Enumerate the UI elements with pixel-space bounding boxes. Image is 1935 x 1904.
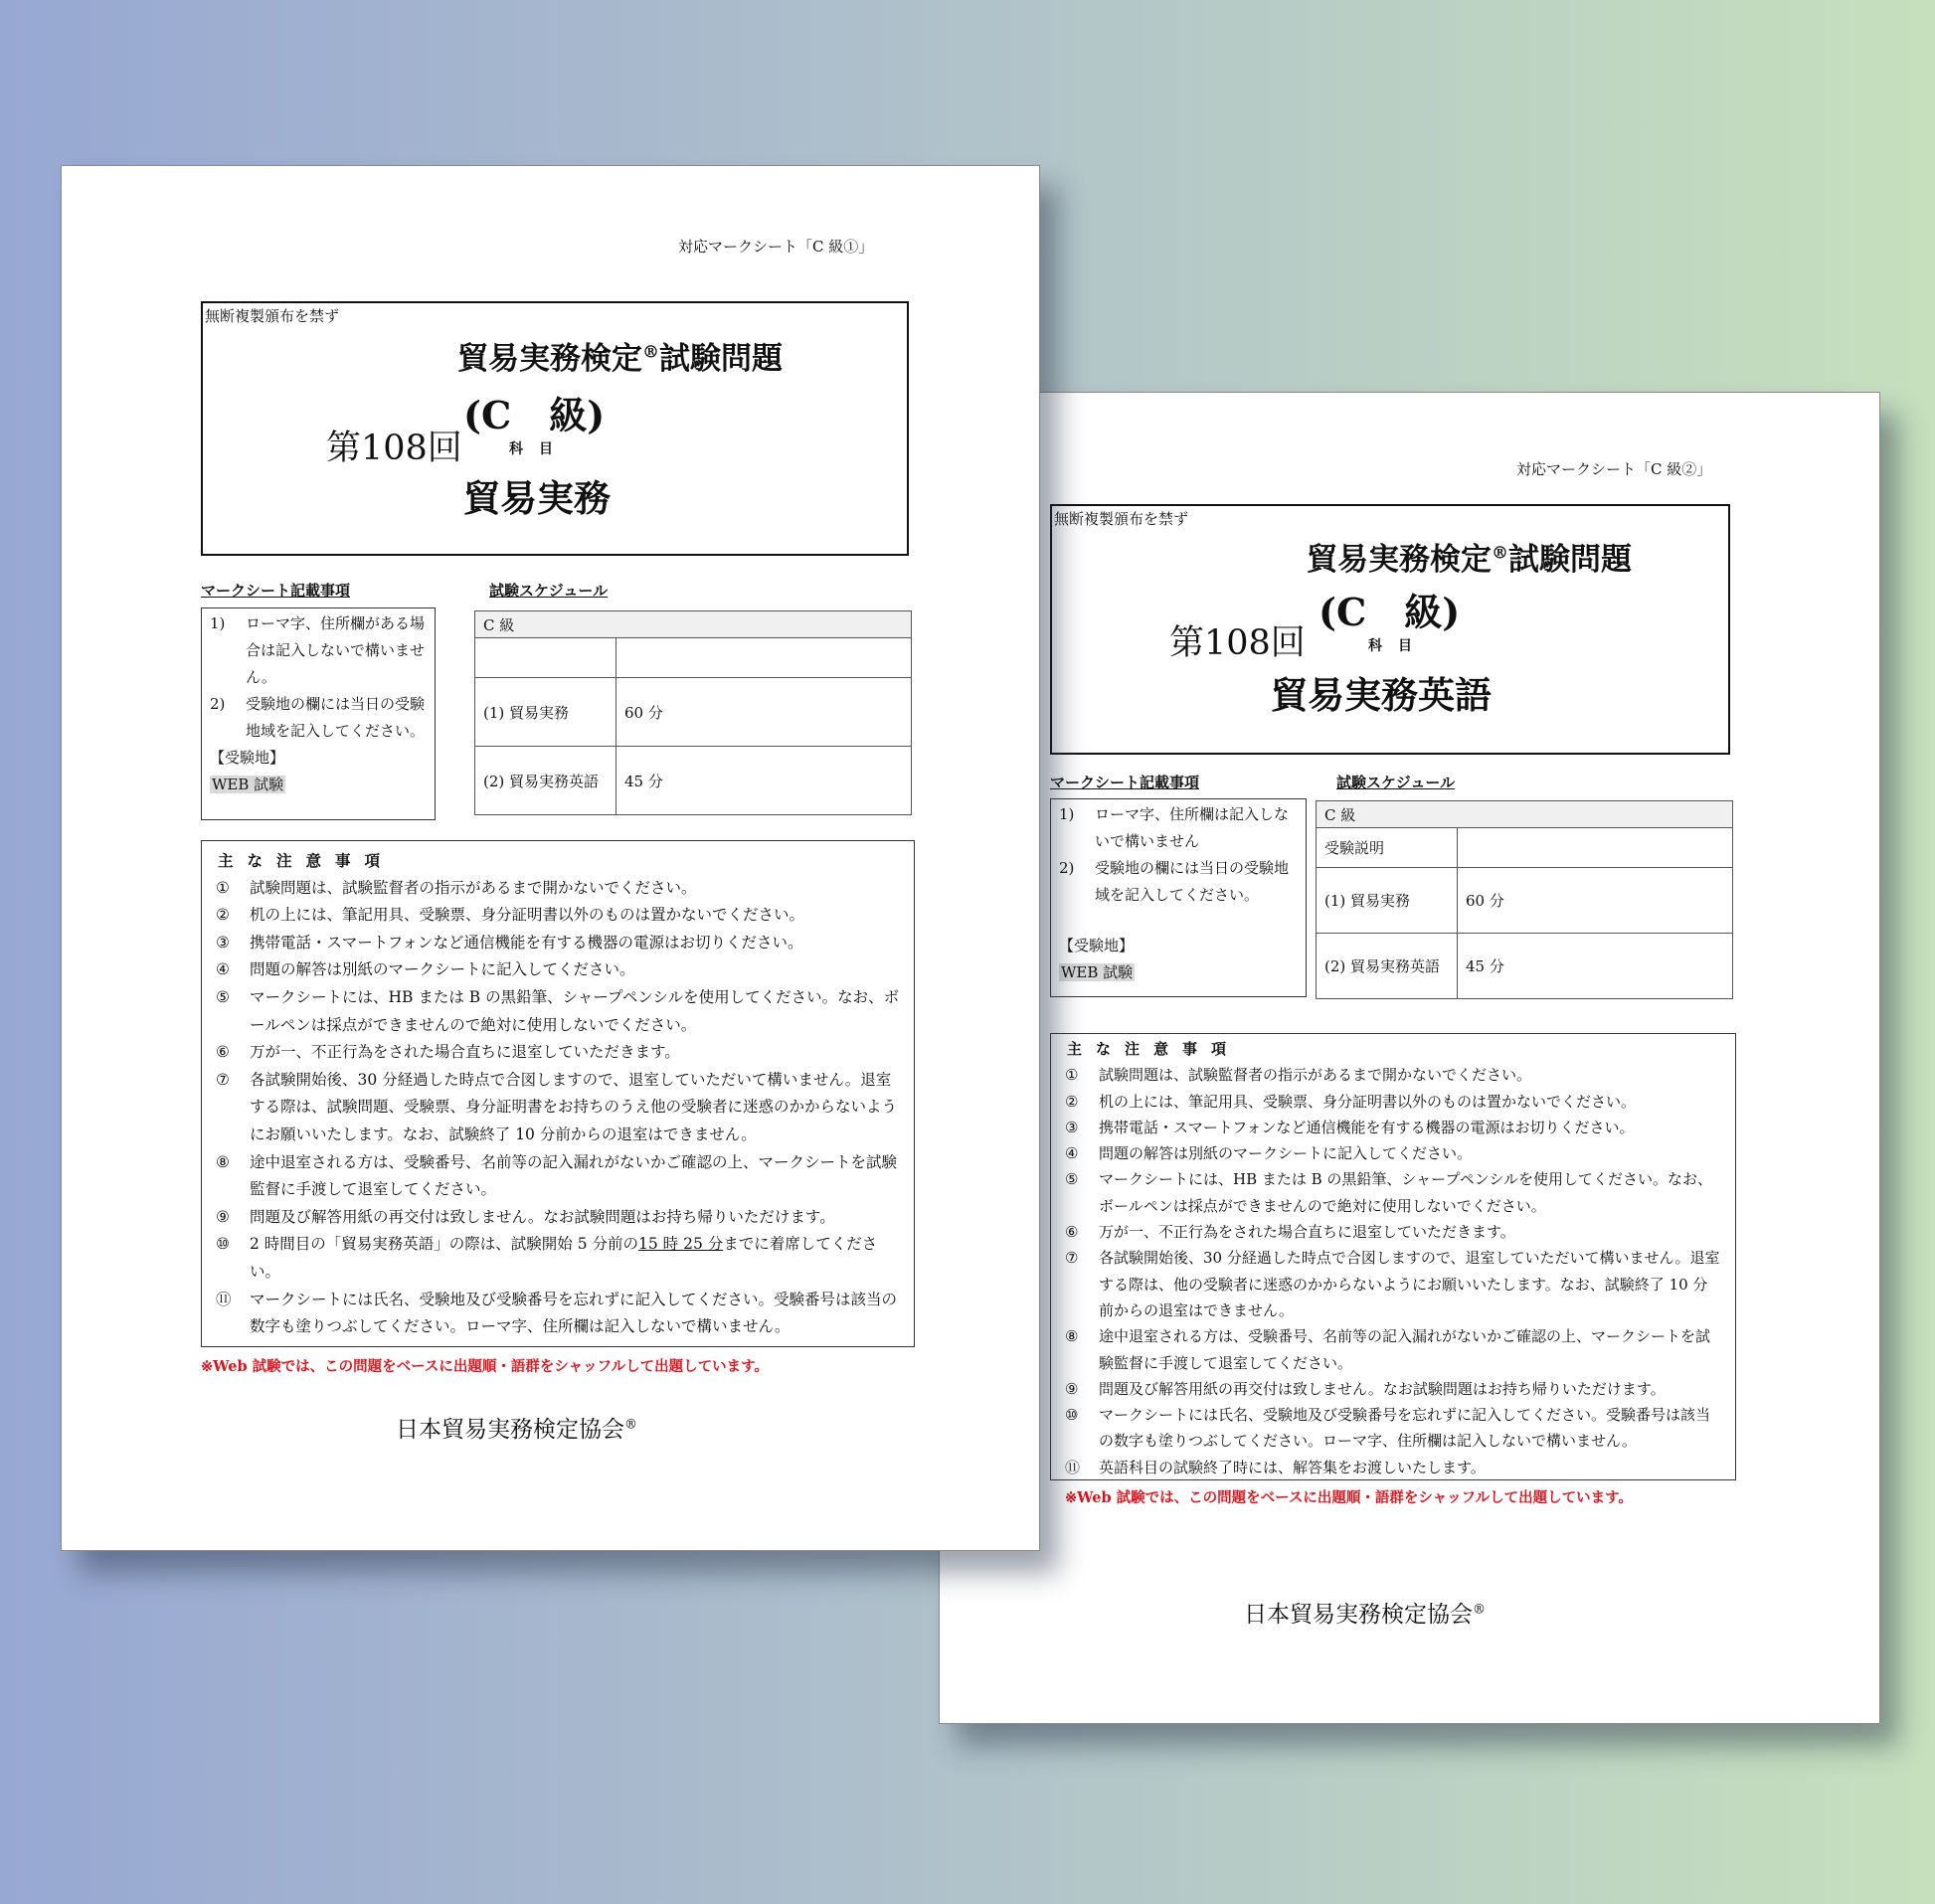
title-box bbox=[201, 301, 909, 556]
table-row bbox=[475, 638, 912, 678]
subject-caption: 科目 bbox=[509, 441, 569, 457]
schedule-grade-header: C 級 bbox=[1317, 801, 1733, 828]
exam-cover-page-2 bbox=[939, 392, 1880, 1724]
list-item: ⑦ 各試験開始後、30 分経過した時点で合図しますので、退室していただいて構いません。退室する際は、他の受験者に迷惑のかからないようにお願いいたします。なお、試験終了 10 分前からの退室はできません。 bbox=[1065, 1249, 1720, 1319]
no-copy-notice: 無断複製頒布を禁ず bbox=[205, 307, 340, 325]
notes-heading: 主な注意事項 bbox=[218, 851, 395, 870]
list-item: 1) ローマ字、住所欄は記入しないで構いません bbox=[1059, 805, 1290, 850]
list-item: ④ 問題の解答は別紙のマークシートに記入してください。 bbox=[216, 960, 635, 979]
main-title: 貿易実務検定®試験問題 bbox=[1307, 542, 1632, 578]
list-item: ② 机の上には、筆記用具、受験票、身分証明書以外のものは置かないでください。 bbox=[1065, 1092, 1637, 1111]
list-item: ① 試験問題は、試験監督者の指示があるまで開かないでください。 bbox=[216, 878, 697, 897]
mark-sheet-instructions bbox=[1050, 798, 1307, 997]
notes-box bbox=[201, 840, 915, 1347]
list-item: ③ 携帯電話・スマートフォンなど通信機能を有する機器の電源はお切りください。 bbox=[1065, 1118, 1635, 1136]
list-item: ⑦ 各試験開始後、30 分経過した時点で合図しますので、退室していただいて構いません。退室する際は、試験問題、受験票、身分証明書をお持ちのうえ他の受験者に迷惑のかからないようにお願いいたします。なお、試験終了 10 分前からの退室はできません。 bbox=[216, 1070, 898, 1143]
web-exam-note: ※Web 試験では、この問題をベースに出題順・語群をシャッフルして出題しています。 bbox=[1065, 1489, 1633, 1506]
table-row: (2) 貿易実務英語 45 分 bbox=[1317, 934, 1733, 999]
title-box bbox=[1050, 504, 1730, 755]
list-item: ⑥ 万が一、不正行為をされた場合直ちに退室していただきます。 bbox=[1065, 1223, 1515, 1242]
association-name: 日本貿易実務検定協会® bbox=[396, 1417, 637, 1443]
list-item: 2) 受験地の欄には当日の受験地域を記入してください。 bbox=[210, 695, 426, 740]
main-title: 貿易実務検定®試験問題 bbox=[457, 341, 783, 377]
schedule-table bbox=[474, 610, 912, 815]
web-exam-note: ※Web 試験では、この問題をベースに出題順・語群をシャッフルして出題しています。 bbox=[201, 1358, 769, 1375]
list-item: ⑨ 問題及び解答用紙の再交付は致しません。なお試験問題はお持ち帰りいただけます。 bbox=[1065, 1379, 1666, 1398]
corner-label: 対応マークシート「C 級②」 bbox=[1516, 460, 1712, 478]
subject-title: 貿易実務英語 bbox=[1271, 673, 1492, 717]
list-item: ⑤ マークシートには、HB または B の黒鉛筆、シャープペンシルを使用してください。なお、ボールペンは採点ができませんので絶対に使用しないでください。 bbox=[216, 987, 900, 1034]
schedule-heading: 試験スケジュール bbox=[489, 582, 609, 600]
schedule-grade-header: C 級 bbox=[475, 611, 912, 638]
mark-sheet-instructions bbox=[201, 607, 436, 820]
list-item: ⑨ 問題及び解答用紙の再交付は致しません。なお試験問題はお持ち帰りいただけます。 bbox=[216, 1207, 835, 1226]
list-item: 1) ローマ字、住所欄がある場合は記入しないで構いません。 bbox=[210, 614, 426, 686]
exam-cover-page-1 bbox=[61, 165, 1040, 1551]
mark-sheet-heading: マークシート記載事項 bbox=[1050, 774, 1200, 791]
grade-label: (C 級) bbox=[1319, 590, 1461, 634]
table-row: (2) 貿易実務英語 45 分 bbox=[475, 747, 912, 815]
table-row: (1) 貿易実務 60 分 bbox=[475, 678, 912, 747]
list-item: ⑥ 万が一、不正行為をされた場合直ちに退室していただきます。 bbox=[216, 1043, 680, 1062]
list-item: ① 試験問題は、試験監督者の指示があるまで開かないでください。 bbox=[1065, 1066, 1532, 1085]
list-item: 2) 受験地の欄には当日の受験地域を記入してください。 bbox=[1059, 859, 1290, 904]
list-item: ⑤ マークシートには、HB または B の黒鉛筆、シャープペンシルを使用してください。なお、ボールペンは採点ができませんので絶対に使用しないでください。 bbox=[1065, 1170, 1713, 1215]
notes-box bbox=[1050, 1033, 1736, 1480]
list-item: ③ 携帯電話・スマートフォンなど通信機能を有する機器の電源はお切りください。 bbox=[216, 933, 803, 952]
venue-label: 【受験地】 bbox=[1059, 937, 1135, 954]
list-item: ⑧ 途中退室される方は、受験番号、名前等の記入漏れがないかご確認の上、マークシートを試験監督に手渡して退室してください。 bbox=[216, 1152, 898, 1199]
list-item: ④ 問題の解答は別紙のマークシートに記入してください。 bbox=[1065, 1144, 1473, 1163]
venue-value: WEB 試験 bbox=[212, 776, 284, 793]
schedule-table bbox=[1316, 800, 1733, 999]
list-item: ⑪ マークシートには氏名、受験地及び受験番号を忘れずに記入してください。受験番号は該当の数字も塗りつぶしてください。ローマ字、住所欄は記入しないで構いません。 bbox=[216, 1290, 898, 1336]
list-item: ⑩ マークシートには氏名、受験地及び受験番号を忘れずに記入してください。受験番号は該当の数字も塗りつぶしてください。ローマ字、住所欄は記入しないで構いません。 bbox=[1065, 1406, 1711, 1451]
table-row: 受験説明 bbox=[1317, 828, 1733, 868]
mark-sheet-heading: マークシート記載事項 bbox=[201, 582, 351, 600]
exam-session: 第108回 bbox=[326, 429, 462, 468]
venue-value: WEB 試験 bbox=[1061, 963, 1134, 981]
schedule-heading: 試験スケジュール bbox=[1336, 774, 1456, 791]
list-item: ② 机の上には、筆記用具、受験票、身分証明書以外のものは置かないでください。 bbox=[216, 906, 805, 925]
venue-label: 【受験地】 bbox=[210, 749, 285, 767]
exam-session: 第108回 bbox=[1169, 623, 1306, 663]
corner-label: 対応マークシート「C 級①」 bbox=[678, 238, 874, 256]
subject-title: 貿易実務 bbox=[463, 476, 611, 520]
subject-caption: 科目 bbox=[1368, 638, 1428, 654]
table-row: (1) 貿易実務 60 分 bbox=[1317, 868, 1733, 934]
association-name: 日本貿易実務検定協会® bbox=[1244, 1602, 1486, 1628]
list-item: ⑪ 英語科目の試験終了時には、解答集をお渡しいたします。 bbox=[1065, 1458, 1486, 1476]
grade-label: (C 級) bbox=[463, 393, 606, 437]
list-item: ⑩ 2 時間目の「貿易実務英語」の際は、試験開始 5 分前の15 時 25 分までに着席してください。 bbox=[216, 1235, 878, 1281]
list-item: ⑧ 途中退室される方は、受験番号、名前等の記入漏れがないかご確認の上、マークシートを試験監督に手渡して退室してください。 bbox=[1065, 1327, 1711, 1372]
notes-heading: 主な注意事項 bbox=[1067, 1040, 1241, 1058]
no-copy-notice: 無断複製頒布を禁ず bbox=[1054, 510, 1189, 528]
